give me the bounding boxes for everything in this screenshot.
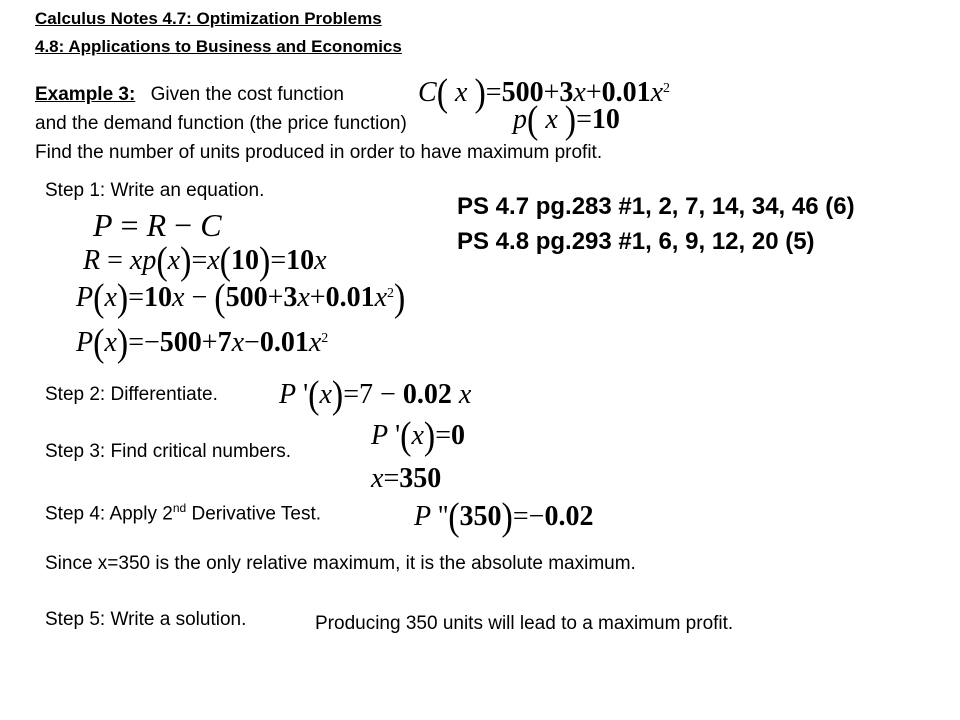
step5-text: Step 5: Write a solution. [45, 609, 247, 630]
problem-set-4-7: PS 4.7 pg.283 #1, 2, 7, 14, 34, 46 (6) [457, 193, 855, 220]
notes-title-line1: Calculus Notes 4.7: Optimization Problems [35, 9, 382, 28]
cost-function-text: Given the cost function [150, 84, 344, 105]
step4-ordinal: nd [172, 501, 187, 515]
task-text: Find the number of units produced in order to have maximum profit. [35, 142, 603, 163]
revenue-equation: R = xp(x)=x(10)=10x [83, 240, 327, 283]
notes-title-line2: 4.8: Applications to Business and Economics [35, 37, 402, 56]
solution-text: Producing 350 units will lead to a maximum profit. [315, 613, 734, 634]
step4-text [45, 497, 321, 525]
step1-text: Step 1: Write an equation. [45, 180, 265, 201]
profit-substitution: $P(x)=10x - (500+3x+0.01x^2)$ [76, 277, 406, 320]
conclusion-text: Since x=350 is the only relative maximum, it is the absolute maximum. [45, 553, 636, 574]
profit-simplified: $P(x)=-500+7x-0.01x^2$ [76, 322, 329, 365]
problem-set-4-8: PS 4.8 pg.293 #1, 6, 9, 12, 20 (5) [457, 228, 815, 255]
cost-function-formula: C( x )$=500+3x+0.01x^2$ [418, 72, 671, 115]
example-label: Example 3: [35, 84, 136, 105]
critical-number: x=350 [371, 463, 442, 494]
second-derivative-test: P ''(350)=−0.02 [414, 496, 594, 539]
derivative-formula: P '(x)=7 − 0.02 x [279, 374, 472, 417]
step3-text: Step 3: Find critical numbers. [45, 441, 292, 462]
step2-text: Step 2: Differentiate. [45, 384, 218, 405]
example-cost-line [35, 84, 344, 106]
step4-text-b: Derivative Test. [186, 503, 321, 525]
step4-text-a: Step 4: Apply 2 [45, 503, 173, 525]
demand-function-text: and the demand function (the price function) [35, 113, 407, 134]
critical-equation: P '(x)=0 [371, 415, 466, 458]
demand-function-formula: p( x )=10 [513, 99, 620, 142]
profit-equation: P = R − C [93, 207, 222, 243]
